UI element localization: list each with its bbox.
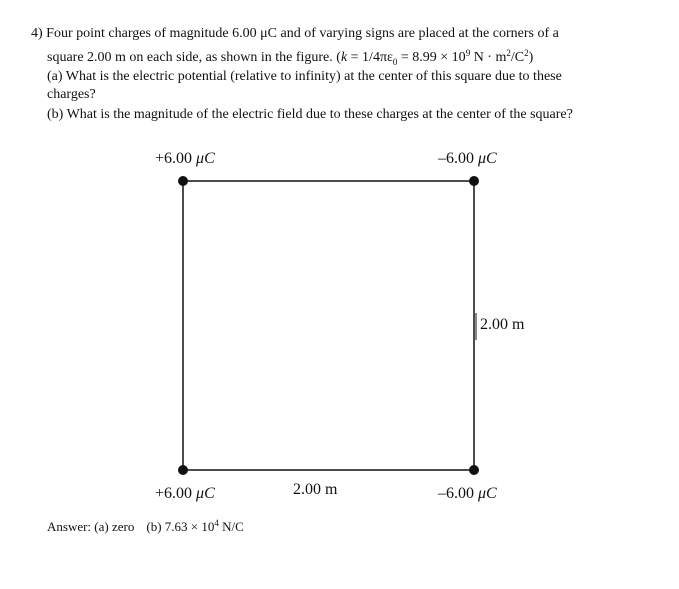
charge-dot-top-right — [469, 176, 479, 186]
charge-label-bottom-right: –6.00 μC — [438, 485, 497, 502]
charge-label-top-left: +6.00 μC — [155, 150, 215, 167]
part-a-line-2: charges? — [47, 87, 96, 102]
part-a-line-1: (a) What is the electric potential (relative to infinity) at the center of this square due to these — [47, 69, 562, 84]
answer-a: (a) zero — [94, 519, 135, 534]
square — [183, 181, 474, 470]
question-line-2: square 2.00 m on each side, as shown in the figure. ($k = 1/4\pi\varepsilon_0 = 8.99 \times 10^9$ $N \cdot m^2/C^2$) — [47, 48, 534, 67]
answer-b: (b) $7.63 \times 10^4$ N/C — [146, 518, 244, 534]
part-b: (b) What is the magnitude of the electric field due to these charges at the center of the square? — [47, 107, 573, 122]
charge-label-bottom-left: +6.00 μC — [155, 485, 215, 502]
answer-label: Answer: — [47, 519, 92, 534]
answer — [47, 518, 244, 535]
charge-dot-bottom-right — [469, 465, 479, 475]
charge-dot-top-left — [178, 176, 188, 186]
charge-dot-bottom-left — [178, 465, 188, 475]
question-line-1: 4) Four point charges of magnitude 6.00 μC and of varying signs are placed at the corners of a — [31, 26, 559, 41]
charge-label-top-right: –6.00 μC — [438, 150, 497, 167]
side-length-label: 2.00 m — [480, 316, 525, 333]
bottom-length-label: 2.00 m — [293, 481, 338, 498]
